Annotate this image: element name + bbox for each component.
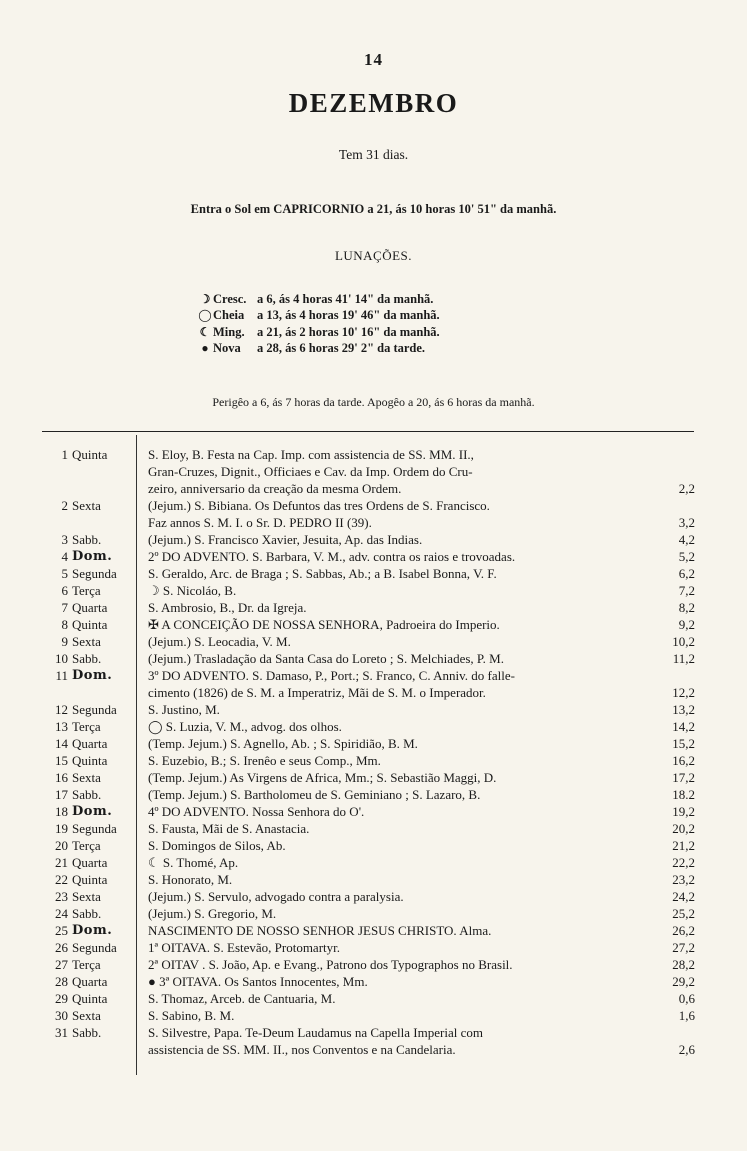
day-number: 17 [55,787,68,802]
entry-line: (Jejum.) S. Servulo, advogado contra a paralysia. [148,889,404,904]
entry-line: ✠ A CONCEIÇÃO DE NOSSA SENHORA, Padroeira do Imperio. [148,617,500,632]
day-number: 6 [61,583,68,598]
weekday-name: Sabb. [72,1025,102,1040]
calendar-row [42,599,695,616]
calendar-row [42,548,695,565]
moon-age: 28,2 [672,957,695,972]
moon-age: 7,2 [678,583,695,598]
day-entry [138,701,653,718]
lunations-title: LUNAÇÕES. [334,248,413,263]
lunation-name: Nova [213,341,241,356]
calendar-row [42,905,695,922]
calendar-row [42,820,695,837]
entry-line: S. Domingos de Silos, Ab. [148,838,286,853]
entry-line: (Temp. Jejum.) S. Agnello, Ab. ; S. Spiridião, B. M. [148,736,418,751]
moon-age: 11,2 [672,651,695,666]
day-entry [138,633,653,650]
day-number: 26 [55,940,68,955]
moon-age: 12,2 [672,685,695,700]
weekday-name: Dom. [72,668,113,683]
day-number: 4 [61,549,68,564]
lunation-row [197,341,557,358]
moon-age: 17,2 [672,770,695,785]
calendar-row [42,1024,695,1058]
weekday-name: Dom. [72,549,113,564]
day-number: 29 [55,991,68,1006]
day-entry [138,769,653,786]
moon-age: 4,2 [678,532,695,547]
moon-phase-icon: ☾ [199,324,211,339]
moon-age: 16,2 [672,753,695,768]
weekday-name: Sabb. [72,651,102,666]
moon-age: 9,2 [678,617,695,632]
day-number: 19 [55,821,68,836]
moon-age: 27,2 [672,940,695,955]
calendar-row [42,854,695,871]
calendar-row [42,446,695,497]
day-number: 12 [55,702,68,717]
weekday-name: Quinta [72,753,108,768]
entry-line: ☽ S. Nicoláo, B. [148,583,237,598]
lunation-when: a 28, ás 6 horas 29' 2" da tarde. [257,341,426,356]
calendar-row [42,718,695,735]
calendar-row [42,1007,695,1024]
day-entry [138,956,653,973]
perigee-apogee-note: Perigêo a 6, ás 7 horas da tarde. Apogêo a 20, ás 6 horas da manhã. [212,395,535,409]
calendar-row [42,956,695,973]
moon-age: 6,2 [678,566,695,581]
entry-line: ● 3ª OITAVA. Os Santos Innocentes, Mm. [148,974,368,989]
day-number: 28 [55,974,68,989]
day-entry [138,837,653,854]
weekday-name: Sexta [72,770,101,785]
moon-phase-icon: ◯ [198,308,212,323]
entry-line: (Temp. Jejum.) S. Bartholomeu de S. Geminiano ; S. Lazaro, B. [148,787,481,802]
calendar-row [42,922,695,939]
entry-line: assistencia de SS. MM. II., nos Conventos e na Candelaria. [148,1042,456,1057]
calendar-row [42,497,695,531]
weekday-name: Quarta [72,855,108,870]
entry-line: (Jejum.) S. Francisco Xavier, Jesuita, Ap. das Indias. [148,532,423,547]
day-number: 22 [55,872,68,887]
entry-line: (Jejum.) S. Bibiana. Os Defuntos das tres Ordens de S. Francisco. [148,498,490,513]
lunation-when: a 6, ás 4 horas 41' 14" da manhã. [257,291,434,306]
entry-line: ☾ S. Thomé, Ap. [148,855,239,870]
weekday-name: Segunda [72,940,117,955]
entry-line: S. Eloy, B. Festa na Cap. Imp. com assistencia de SS. MM. II., [148,447,474,462]
entry-line: (Jejum.) Trasladação da Santa Casa do Loreto ; S. Melchiades, P. M. [148,651,504,666]
day-entry [138,803,653,820]
calendar-row [42,871,695,888]
calendar-row [42,786,695,803]
lunation-row [197,324,557,341]
day-entry [138,650,653,667]
page-number: 14 [364,50,383,69]
calendar-row [42,990,695,1007]
day-number: 30 [55,1008,68,1023]
calendar-row [42,650,695,667]
weekday-name: Sexta [72,498,101,513]
weekday-name: Quinta [72,991,108,1006]
entry-line: S. Thomaz, Arceb. de Cantuaria, M. [148,991,336,1006]
calendar-row [42,888,695,905]
entry-line: ◯ S. Luzia, V. M., advog. dos olhos. [148,719,342,734]
entry-line: S. Honorato, M. [148,872,233,887]
entry-line: (Temp. Jejum.) As Virgens de Africa, Mm.; S. Sebastião Maggi, D. [148,770,497,785]
day-entry [138,446,653,497]
moon-age: 3,2 [678,515,695,530]
day-number: 25 [55,923,68,938]
weekday-name: Segunda [72,702,117,717]
weekday-name: Sabb. [72,906,102,921]
weekday-name: Quarta [72,736,108,751]
lunation-name: Ming. [213,324,245,339]
day-number: 11 [55,668,68,683]
entry-line: NASCIMENTO DE NOSSO SENHOR JESUS CHRISTO. Alma. [148,923,492,938]
days-note: Tem 31 dias. [338,147,409,162]
lunation-when: a 21, ás 2 horas 10' 16" da manhã. [257,324,440,339]
calendar-row [42,803,695,820]
weekday-name: Terça [72,838,101,853]
moon-phase-icon: ☽ [199,291,211,306]
lunation-name: Cresc. [213,291,247,306]
calendar-table [42,446,695,1058]
lunations-list [197,291,557,357]
day-entry [138,548,653,565]
weekday-name: Terça [72,583,101,598]
moon-age: 8,2 [678,600,695,615]
day-entry [138,820,653,837]
weekday-name: Sexta [72,634,101,649]
calendar-row [42,667,695,701]
entry-line: S. Silvestre, Papa. Te-Deum Laudamus na Capella Imperial com [148,1025,483,1040]
entry-line: S. Geraldo, Arc. de Braga ; S. Sabbas, Ab.; a B. Isabel Bonna, V. F. [148,566,497,581]
day-number: 16 [55,770,68,785]
day-entry [138,939,653,956]
moon-age: 26,2 [672,923,695,938]
day-number: 7 [61,600,68,615]
moon-age: 15,2 [672,736,695,751]
calendar-row [42,752,695,769]
moon-age: 18.2 [672,787,695,802]
lunation-row [197,291,557,308]
day-number: 8 [61,617,68,632]
day-number: 14 [55,736,68,751]
day-entry [138,735,653,752]
day-number: 24 [55,906,68,921]
day-number: 18 [55,804,68,819]
day-number: 15 [55,753,68,768]
entry-line: 2º DO ADVENTO. S. Barbara, V. M., adv. contra os raios e trovoadas. [148,549,516,564]
weekday-name: Quarta [72,600,108,615]
calendar-row [42,973,695,990]
moon-age: 2,6 [678,1042,695,1057]
day-entry [138,531,653,548]
lunation-row [197,308,557,325]
moon-age: 22,2 [672,855,695,870]
weekday-name: Segunda [72,566,117,581]
weekday-name: Terça [72,719,101,734]
entry-line: S. Sabino, B. M. [148,1008,235,1023]
entry-line: 1ª OITAVA. S. Estevão, Protomartyr. [148,940,341,955]
calendar-row [42,616,695,633]
moon-age: 25,2 [672,906,695,921]
day-number: 5 [61,566,68,581]
calendar-row [42,633,695,650]
moon-age: 0,6 [678,991,695,1006]
day-entry [138,973,653,990]
day-entry [138,1024,653,1058]
day-number: 2 [61,498,68,513]
weekday-name: Quinta [72,447,108,462]
calendar-row [42,735,695,752]
moon-age: 14,2 [672,719,695,734]
day-number: 9 [61,634,68,649]
moon-age: 20,2 [672,821,695,836]
entry-line: Gran-Cruzes, Dignit., Officiaes e Cav. da Imp. Ordem do Cru- [148,464,473,479]
day-number: 27 [55,957,68,972]
entry-line: S. Ambrosio, B., Dr. da Igreja. [148,600,307,615]
day-number: 10 [55,651,68,666]
day-entry [138,905,653,922]
moon-age: 13,2 [672,702,695,717]
moon-age: 29,2 [672,974,695,989]
entry-line: 3º DO ADVENTO. S. Damaso, P., Port.; S. Franco, C. Anniv. do falle- [148,668,515,683]
weekday-name: Quinta [72,617,108,632]
moon-age: 23,2 [672,872,695,887]
day-number: 1 [61,447,68,462]
calendar-row [42,565,695,582]
weekday-name: Quinta [72,872,108,887]
calendar-row [42,769,695,786]
entry-line: 2ª OITAV . S. João, Ap. e Evang., Patrono dos Typographos no Brasil. [148,957,513,972]
day-entry [138,1007,653,1024]
entry-line: (Jejum.) S. Leocadia, V. M. [148,634,291,649]
calendar-row [42,531,695,548]
weekday-name: Quarta [72,974,108,989]
day-number: 23 [55,889,68,904]
entry-line: Faz annos S. M. I. o Sr. D. PEDRO II (39). [148,515,372,530]
moon-age: 21,2 [672,838,695,853]
moon-age: 24,2 [672,889,695,904]
day-entry [138,667,653,701]
entry-line: (Jejum.) S. Gregorio, M. [148,906,277,921]
moon-age: 5,2 [678,549,695,564]
weekday-name: Sexta [72,889,101,904]
entry-line: zeiro, anniversario da creação da mesma Ordem. [148,481,402,496]
day-entry [138,888,653,905]
day-entry [138,990,653,1007]
month-title: DEZEMBRO [288,88,459,118]
weekday-name: Dom. [72,804,113,819]
day-entry [138,565,653,582]
moon-age: 19,2 [672,804,695,819]
day-entry [138,497,653,531]
weekday-name: Sabb. [72,532,102,547]
day-number: 20 [55,838,68,853]
day-entry [138,854,653,871]
table-top-rule [42,431,694,432]
calendar-row [42,939,695,956]
day-number: 21 [55,855,68,870]
weekday-name: Sabb. [72,787,102,802]
weekday-name: Terça [72,957,101,972]
entry-line: S. Justino, M. [148,702,220,717]
entry-line: 4º DO ADVENTO. Nossa Senhora do O'. [148,804,365,819]
day-entry [138,718,653,735]
moon-age: 1,6 [678,1008,695,1023]
day-entry [138,786,653,803]
entry-line: S. Fausta, Mãi de S. Anastacia. [148,821,310,836]
weekday-name: Dom. [72,923,113,938]
day-entry [138,599,653,616]
day-entry [138,922,653,939]
day-entry [138,582,653,599]
day-entry [138,616,653,633]
entry-line: S. Euzebio, B.; S. Irenêo e seus Comp., Mm. [148,753,381,768]
day-entry [138,752,653,769]
day-number: 13 [55,719,68,734]
calendar-row [42,837,695,854]
sun-entry: Entra o Sol em CAPRICORNIO a 21, ás 10 horas 10' 51" da manhã. [190,202,557,216]
lunation-when: a 13, ás 4 horas 19' 46" da manhã. [257,308,440,323]
moon-age: 2,2 [678,481,695,496]
day-number: 31 [55,1025,68,1040]
calendar-row [42,701,695,718]
weekday-name: Segunda [72,821,117,836]
weekday-name: Sexta [72,1008,101,1023]
entry-line: cimento (1826) de S. M. a Imperatriz, Mãi de S. M. o Imperador. [148,685,486,700]
moon-age: 10,2 [672,634,695,649]
day-number: 3 [61,532,68,547]
moon-phase-icon: ● [201,341,209,356]
day-entry [138,871,653,888]
calendar-row [42,582,695,599]
lunation-name: Cheia [213,308,245,323]
